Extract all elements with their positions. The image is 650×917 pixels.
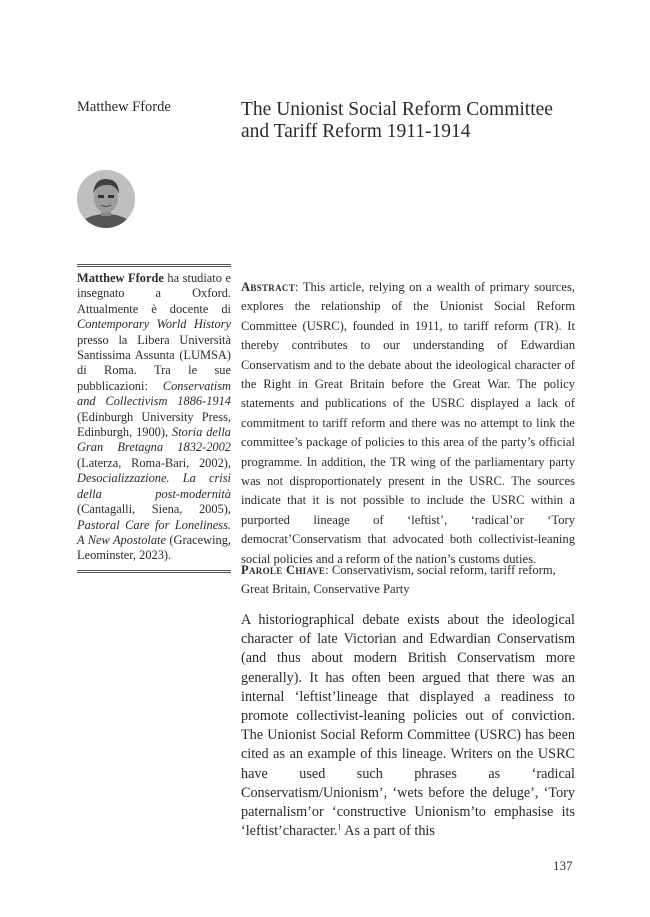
bio-text: (Edinburgh University Press, Edinburgh, 1900),	[77, 409, 231, 440]
abstract-text: : This article, relying on a wealth of primary sources, explores the relationship of the Unionist Social Reform Committee (USRC), founded in 1911, to tariff reform (TR). It thereby contributes to our understanding of Edwardian Conservatism and to the debate about the ideological character of the Right in Great Britain before the Great War. The policy statements and publications of the USRC displayed a lack of commitment to tariff reform and there was no attempt to link the committee’s package of policies to this area of the party’s official programme. In addition, the TR wing of the parliamentary party was not disproportionately present in the USRC. The sources indicate that it is not possible to include the USRC within a purported lineage of ‘leftist’, ‘radical’or ‘Tory democrat’Conservatism that advocated both collectivist-leaning social policies and a reform of the nation’s customs duties.	[241, 280, 575, 566]
footnote-ref[interactable]: 1	[337, 822, 342, 832]
author-bio-box	[77, 264, 231, 573]
body-paragraph	[241, 611, 575, 841]
bio-text: (Cantagalli, Siena, 2005),	[77, 502, 231, 517]
page-number: 137	[553, 858, 573, 873]
bio-text: ha studiato e insegnato a Oxford. Attualmente è docente di	[77, 271, 231, 316]
author-bio	[77, 271, 231, 564]
author-name: Matthew Fforde	[77, 99, 171, 115]
bio-text: (Gracewing, Leominster, 2023).	[77, 532, 231, 563]
keywords-text: : Conservativism, social reform, tariff reform, Great Britain, Conservative Party	[241, 563, 556, 597]
abstract	[241, 278, 575, 569]
body-text: A historiographical debate exists about the ideological character of late Victorian and Edwardian Conservatism (and thus about modern British Conservatism more generally). It has often been argued that there was an internal ‘leftist’lineage that displayed a readiness to promote collectivist-leaning policies out of conviction. The Unionist Social Reform Committee (USRC) has been cited as an example of this lineage. Writers on the USRC have used such phrases as ‘radical Conservatism/Unionism’, ‘wets before the deluge’, ‘Tory paternalism’or ‘constructive Unionism’to emphasise its ‘leftist’character.	[241, 612, 575, 840]
bio-italic: Storia della Gran Bretagna 1832-2002	[77, 425, 231, 455]
keywords-label: Parole Chiave	[241, 563, 326, 577]
article-title: The Unionist Social Reform Committee and Tariff Reform 1911-1914	[241, 99, 553, 142]
bio-text: (Laterza, Roma-Bari, 2002),	[77, 455, 231, 470]
bio-italic: Desocializzazione. La crisi della post-modernità	[77, 471, 231, 501]
bio-author-name: Matthew Fforde	[77, 271, 164, 285]
author-portrait	[77, 170, 135, 228]
bio-text: presso la Libera Università Santissima Assunta (LUMSA) di Roma. Tra le sue pubblicazioni:	[77, 332, 231, 393]
bio-italic: Pastoral Care for Loneliness. A New Apostolate	[77, 517, 231, 547]
bio-italic: Conservatism and Collectivism 1886-1914	[77, 378, 231, 409]
body-text-continued: As a part of this	[341, 823, 435, 840]
abstract-label: Abstract	[241, 280, 296, 294]
keywords	[241, 561, 575, 600]
bio-italic: Contemporary World History	[77, 317, 231, 332]
